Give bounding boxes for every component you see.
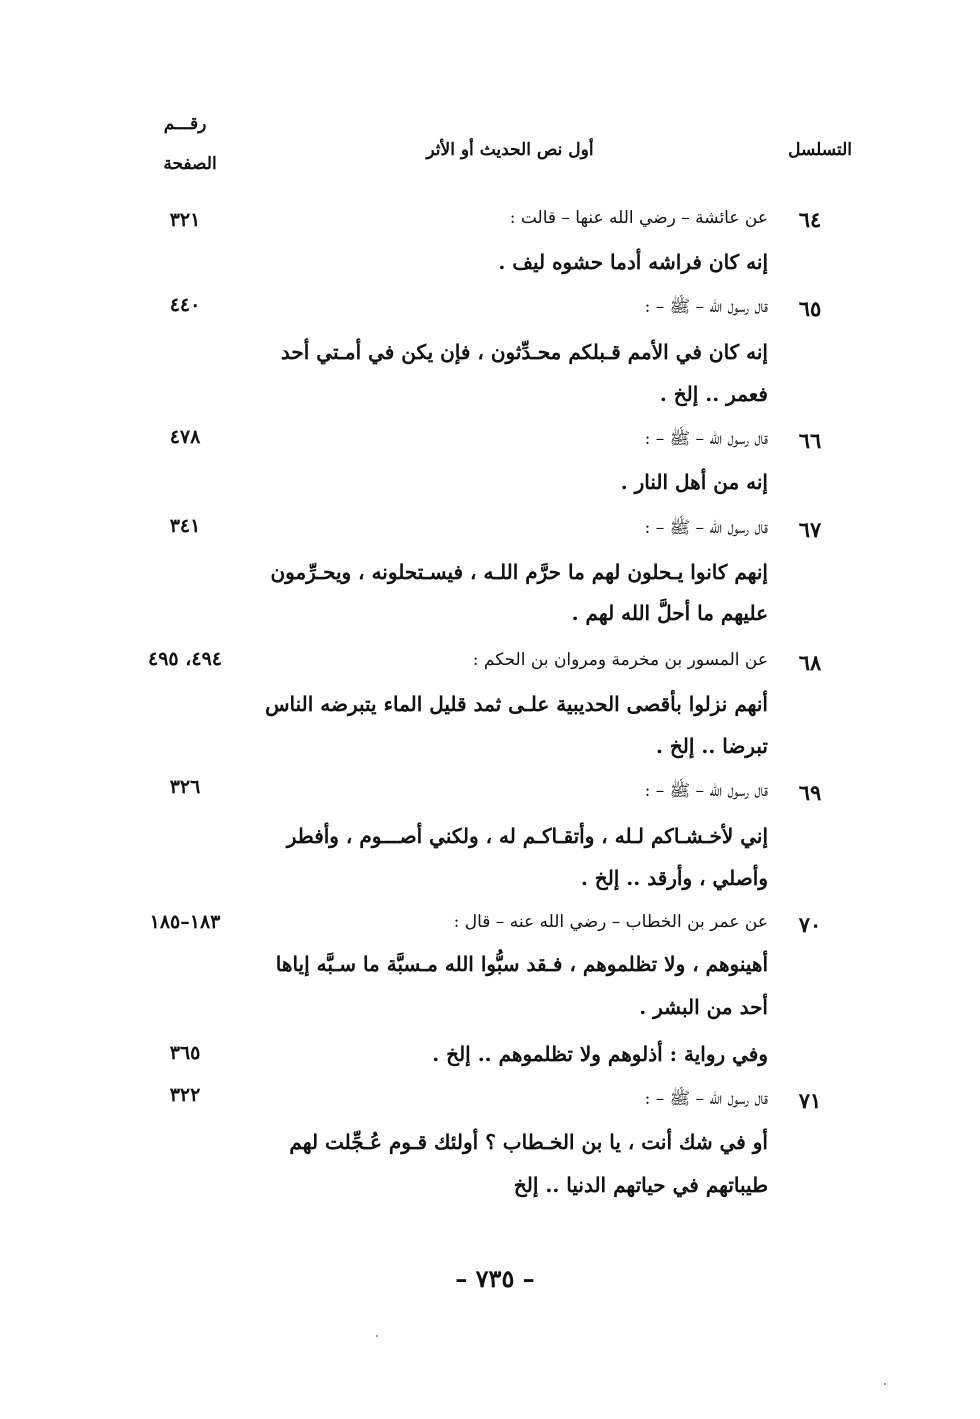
entry-number: ٦٩ bbox=[798, 780, 822, 805]
entry-variant-text: وفي رواية : أذلوهم ولا تظلموهم .. إلخ . bbox=[432, 1042, 768, 1066]
entry-intro: قال رسول الله – ﷺ – : bbox=[644, 518, 768, 538]
entry-page-number: ٣٢٢ bbox=[169, 1084, 201, 1106]
entry-page-number: ٣٢١ bbox=[169, 209, 201, 231]
entry-number: ٦٤ bbox=[798, 207, 822, 232]
entry-text-line: إني لأخـشـاكم لـله ، وأتقـاكـم له ، ولكني أصـــوم ، وأفطر bbox=[286, 824, 768, 848]
entry-text-line: إنه كان في الأمم قـبلكم محـدِّثون ، فإن يكن في أمـتي أحد bbox=[280, 340, 768, 364]
scan-speck bbox=[884, 1383, 886, 1385]
entry-page-number: ٤٧٨ bbox=[169, 426, 201, 448]
entry-page-number: ٤٩٤، ٤٩٥ bbox=[148, 648, 222, 670]
entry-page-number: ٣٤١ bbox=[169, 515, 201, 537]
entry-text-line: أهينوهم ، ولا تظلموهم ، فـقد سبُّوا الله مـسبَّة ما سـبَّه إياها bbox=[275, 952, 768, 976]
scan-speck bbox=[376, 1335, 378, 1337]
entry-intro: عن المسور بن مخرمة ومروان بن الحكم : bbox=[472, 650, 768, 670]
entry-intro: قال رسول الله – ﷺ – : bbox=[644, 297, 768, 317]
entry-text-line: فعمر .. إلخ . bbox=[659, 382, 768, 406]
entry-number: ٦٧ bbox=[798, 517, 822, 542]
sequence-column-header: التسلسل bbox=[788, 140, 852, 160]
page-number-footer: – ٧٣٥ – bbox=[455, 1264, 535, 1293]
entry-text-line: عليهم ما أحلَّ الله لهم . bbox=[571, 601, 768, 625]
entry-text-line: طيباتهم في حياتهم الدنيا .. إلخ bbox=[513, 1173, 768, 1197]
entry-text-line: أحد من البشر . bbox=[639, 995, 768, 1019]
entry-text-line: إنهم كانوا يـحلون لهم ما حرَّم اللـه ، فيسـتحلونه ، ويحـرِّمون bbox=[270, 560, 768, 584]
entry-text-line: إنه كان فراشه أدما حشوه ليف . bbox=[498, 250, 768, 274]
entry-page-number: ٤٤٠ bbox=[169, 294, 201, 316]
entry-number: ٦٥ bbox=[798, 296, 822, 321]
page-column-header-line2: الصفحة bbox=[163, 154, 217, 174]
entry-text-line: أو في شك أنت ، يا بن الخـطاب ؟ أولئك قـوم عُـجِّلت لهم bbox=[289, 1130, 768, 1154]
entry-variant-page-number: ٣٦٥ bbox=[169, 1042, 201, 1064]
entry-intro: عن عمر بن الخطاب – رضي الله عنه – قال : bbox=[453, 912, 768, 932]
entry-text-line: أنهم نزلوا بأقصى الحديبية علـى ثمد قليل الماء يتبرضه الناس bbox=[265, 692, 768, 716]
entry-text-line: تبرضا .. إلخ . bbox=[655, 734, 768, 758]
entry-number: ٦٦ bbox=[798, 428, 822, 453]
entry-intro: قال رسول الله – ﷺ – : bbox=[644, 1089, 768, 1109]
entry-page-number: ٣٢٦ bbox=[169, 776, 201, 798]
entry-page-number: ١٨٣–١٨٥ bbox=[149, 911, 221, 933]
entry-text-line: وأصلي ، وأرقد .. إلخ . bbox=[580, 866, 768, 890]
entry-number: ٧١ bbox=[798, 1088, 822, 1113]
text-column-header: أول نص الحديث أو الأثر bbox=[426, 140, 594, 160]
page-column-header-line1: رقـــم bbox=[163, 114, 207, 134]
entry-number: ٦٨ bbox=[798, 650, 822, 675]
entry-number: ٧٠ bbox=[798, 912, 822, 937]
entry-intro: قال رسول الله – ﷺ – : bbox=[644, 781, 768, 801]
entry-intro: عن عائشة – رضي الله عنها – قالت : bbox=[509, 208, 768, 228]
entry-text-line: إنه من أهل النار . bbox=[620, 470, 768, 494]
entry-intro: قال رسول الله – ﷺ – : bbox=[644, 429, 768, 449]
